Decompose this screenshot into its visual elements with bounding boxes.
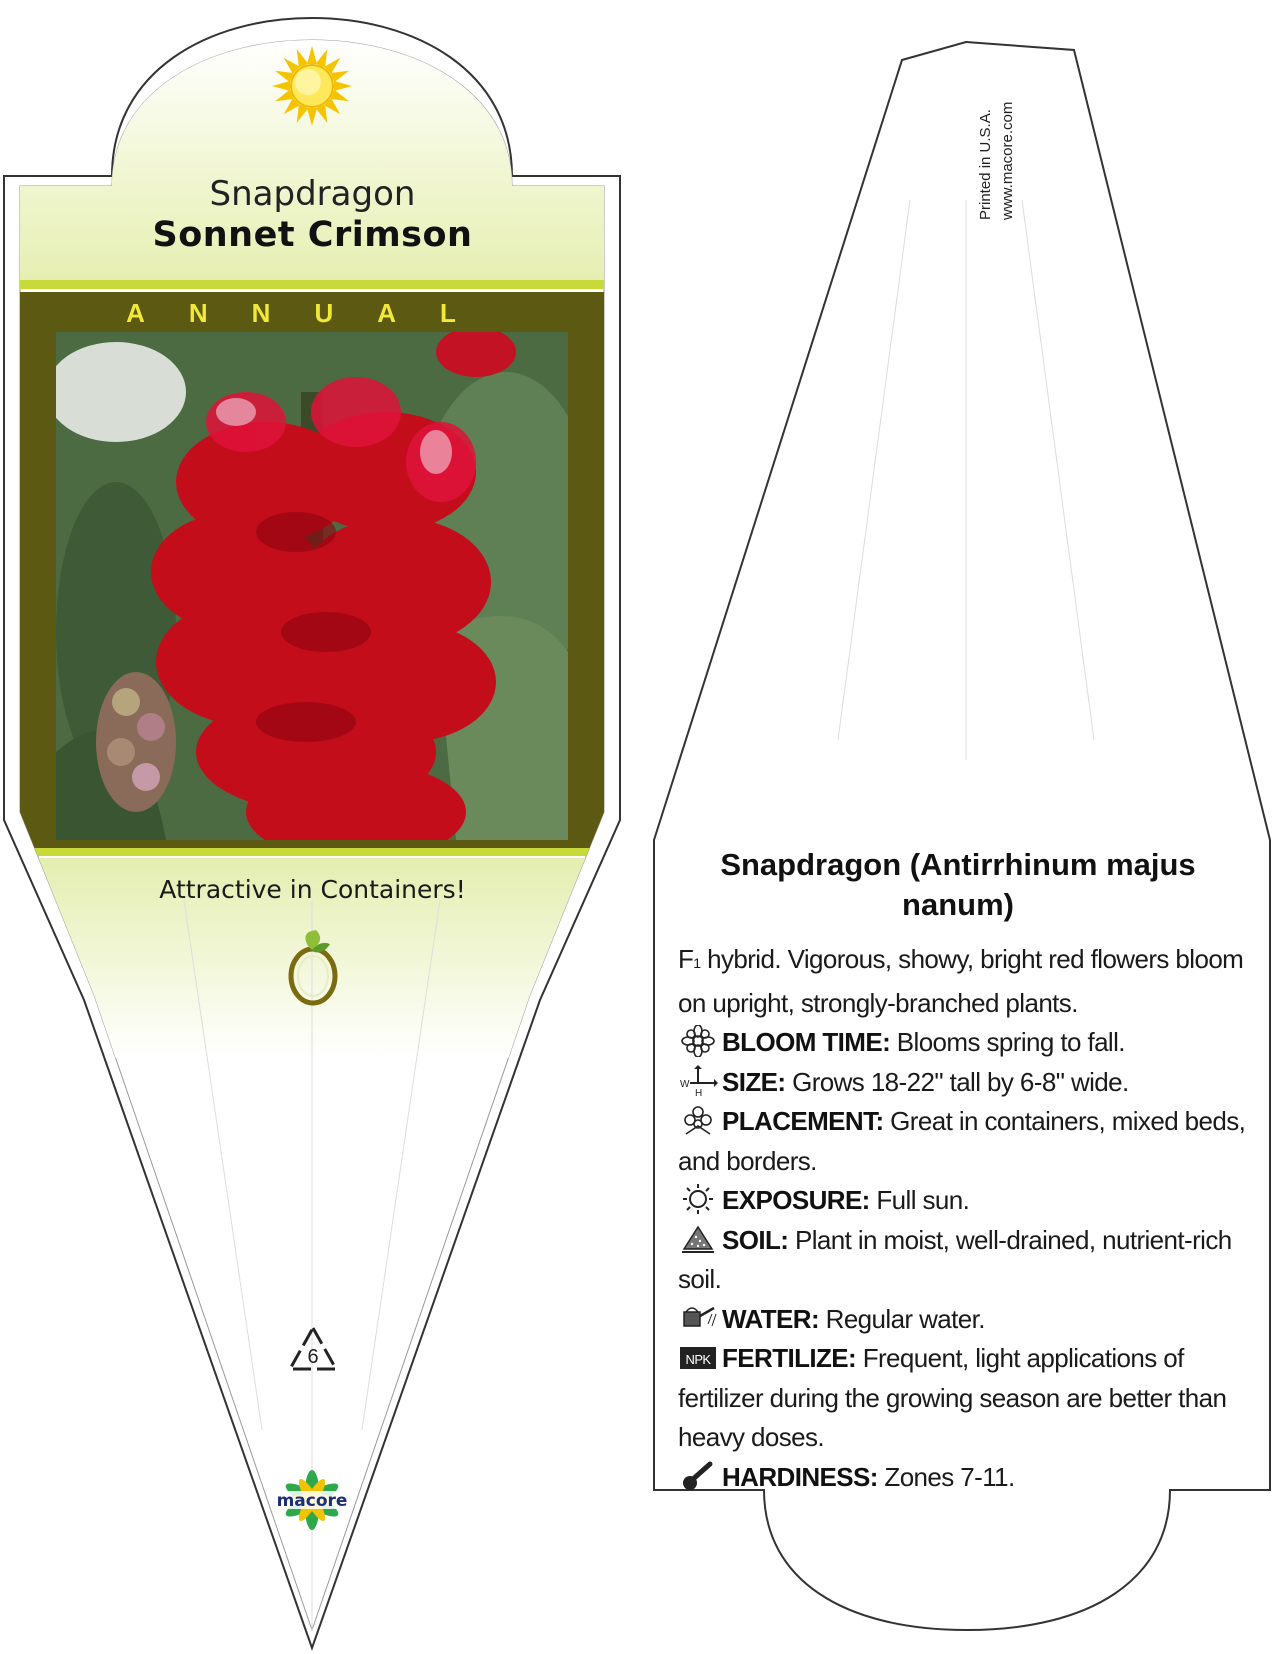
intro: F1 hybrid. Vigorous, showy, bright red flowers bloom on upright, strongly-branched plants. (678, 944, 1244, 1018)
row-fertilize: NPK FERTILIZE: Frequent, light applications of fertilizer during the growing season are better than heavy doses. (678, 1343, 1227, 1452)
row-exposure: EXPOSURE: Full sun. (678, 1181, 1254, 1221)
svg-text:NPK: NPK (685, 1352, 711, 1367)
flower-icon (678, 1025, 718, 1057)
row-soil: SOIL: Plant in moist, well-drained, nutrient-rich soil. (678, 1224, 1232, 1294)
recycle-number: 6 (307, 1346, 319, 1368)
brand-name: macore (276, 1491, 348, 1511)
row-placement: PLACEMENT: Great in containers, mixed beds, and borders. (678, 1106, 1246, 1176)
npk-icon (678, 1341, 718, 1373)
botanical-title: Snapdragon (Antirrhinum majus nanum) (720, 847, 1196, 922)
macore-logo (272, 1462, 352, 1538)
row-size: W H SIZE: Grows 18-22" tall by 6-8" wide. (680, 1066, 1129, 1097)
row-hardiness: HARDINESS: Zones 7-11. (678, 1458, 1254, 1498)
sun-icon (270, 44, 354, 128)
printer-credit (975, 40, 1016, 220)
soil-icon (678, 1223, 718, 1255)
width-height-icon (678, 1065, 718, 1097)
plant-photo (56, 332, 568, 840)
tagline: Attractive in Containers! (159, 875, 466, 904)
category-banner: ANNUAL (126, 298, 500, 328)
care-info (678, 940, 1254, 1497)
thermometer-icon (678, 1460, 718, 1492)
printed-in: Printed in U.S.A. (977, 109, 994, 220)
common-name: Snapdragon (209, 174, 416, 214)
variety-name: Sonnet Crimson (152, 215, 473, 255)
sun-icon (678, 1183, 718, 1215)
recycle-icon (284, 1325, 342, 1375)
svg-text:H: H (695, 1087, 702, 1097)
container-icon (286, 928, 340, 1008)
website: www.macore.com (999, 101, 1016, 220)
watering-can-icon (678, 1302, 718, 1334)
placement-icon (678, 1104, 718, 1136)
svg-text:W: W (680, 1078, 689, 1090)
row-bloom-time: BLOOM TIME: Blooms spring to fall. (678, 1023, 1254, 1063)
row-water: WATER: Regular water. (678, 1300, 1254, 1340)
